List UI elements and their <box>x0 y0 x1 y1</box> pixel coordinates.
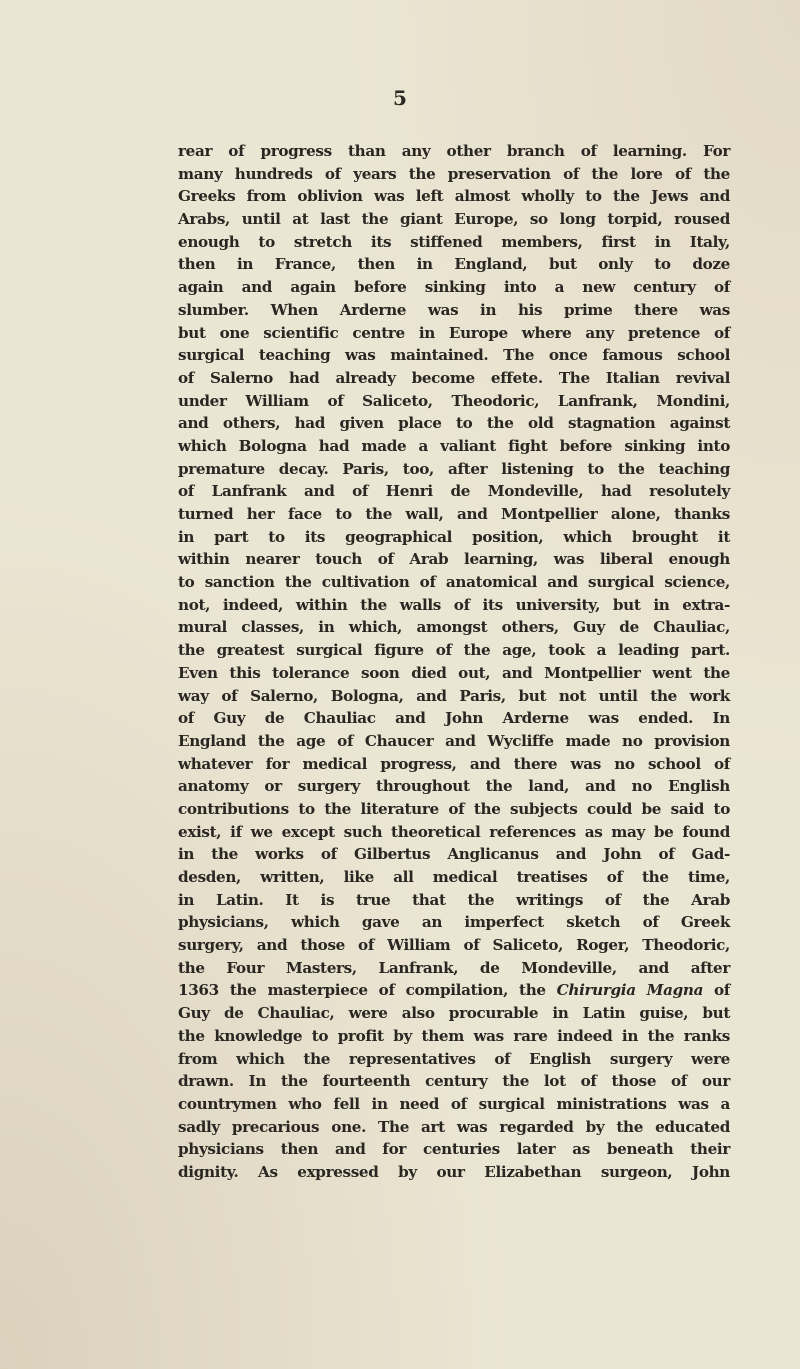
text-line: enough to stretch its stiffened members, first in Italy, <box>178 232 730 251</box>
text-line: Greeks from oblivion was left almost wholly to the Jews and <box>178 187 730 206</box>
text-line: the Four Masters, Lanfrank, de Mondeville, and after <box>178 958 730 977</box>
text-line: of Lanfrank and of Henri de Mondeville, had resolutely <box>178 482 730 501</box>
text-line: sadly precarious one. The art was regarded by the educated <box>178 1117 730 1136</box>
body-text <box>178 140 730 1184</box>
text-line: turned her face to the wall, and Montpellier alone, thanks <box>178 505 730 523</box>
text-line: premature decay. Paris, too, after listening to the teaching <box>178 459 730 478</box>
text-line: anatomy or surgery throughout the land, and no English <box>178 777 730 796</box>
text-line: Guy de Chauliac, were also procurable in Latin guise, but <box>178 1004 730 1023</box>
text-line: 1363 the masterpiece of compilation, the Chirurgia Magna of <box>178 981 730 1000</box>
book-title: Chirurgia Magna <box>556 981 704 1000</box>
text-line: within nearer touch of Arab learning, was liberal enough <box>178 550 730 569</box>
text-line: physicians, which gave an imperfect sketch of Greek <box>178 913 730 932</box>
text-line: rear of progress than any other branch of learning. For <box>178 142 730 160</box>
text-line: not, indeed, within the walls of its university, but in extra- <box>178 595 730 614</box>
text-line: many hundreds of years the preservation of the lore of the <box>178 164 730 183</box>
text-line: way of Salerno, Bologna, and Paris, but not until the work <box>178 686 730 705</box>
text-line: slumber. When Arderne was in his prime there was <box>178 300 730 319</box>
text-line: physicians then and for centuries later as beneath their <box>178 1140 730 1159</box>
text-line: Even this tolerance soon died out, and Montpellier went the <box>178 663 730 682</box>
text-line: to sanction the cultivation of anatomical and surgical science, <box>178 573 730 592</box>
text-line: mural classes, in which, amongst others, Guy de Chauliac, <box>178 618 730 637</box>
text-line: of Salerno had already become effete. The Italian revival <box>178 368 730 387</box>
text-line: exist, if we except such theoretical references as may be found <box>178 822 730 841</box>
text-line: drawn. In the fourteenth century the lot of those of our <box>178 1072 730 1091</box>
text-line: dignity. As expressed by our Elizabethan surgeon, John <box>178 1162 730 1181</box>
text-line: the knowledge to profit by them was rare indeed in the ranks <box>178 1026 730 1045</box>
text-line: in part to its geographical position, which brought it <box>178 527 730 546</box>
text-line: countrymen who fell in need of surgical ministrations was a <box>178 1094 730 1113</box>
text-line: England the age of Chaucer and Wycliffe made no provision <box>178 731 730 750</box>
text-line: whatever for medical progress, and there was no school of <box>178 754 730 773</box>
page-number: 5 <box>393 86 407 110</box>
text-line: of Guy de Chauliac and John Arderne was ended. In <box>178 709 730 728</box>
text-line: again and again before sinking into a new century of <box>178 278 730 297</box>
text-line: then in France, then in England, but only to doze <box>178 255 730 274</box>
text-line: Arabs, until at last the giant Europe, so long torpid, roused <box>178 210 730 229</box>
text-line: but one scientific centre in Europe where any pretence of <box>178 323 730 342</box>
text-line: contributions to the literature of the subjects could be said to <box>178 799 730 818</box>
text-line: under William of Saliceto, Theodoric, Lanfrank, Mondini, <box>178 391 730 410</box>
text-line: in Latin. It is true that the writings of the Arab <box>178 890 730 909</box>
text-line: from which the representatives of English surgery were <box>178 1049 730 1068</box>
text-line: surgical teaching was maintained. The once famous school <box>178 346 730 365</box>
text-line: the greatest surgical figure of the age, took a leading part. <box>178 641 730 660</box>
text-line: in the works of Gilbertus Anglicanus and John of Gad- <box>178 845 730 864</box>
text-line: which Bologna had made a valiant fight before sinking into <box>178 436 730 455</box>
text-line: and others, had given place to the old stagnation against <box>178 414 730 433</box>
text-line: desden, written, like all medical treatises of the time, <box>178 868 730 886</box>
text-line: surgery, and those of William of Saliceto, Roger, Theodoric, <box>178 936 730 955</box>
